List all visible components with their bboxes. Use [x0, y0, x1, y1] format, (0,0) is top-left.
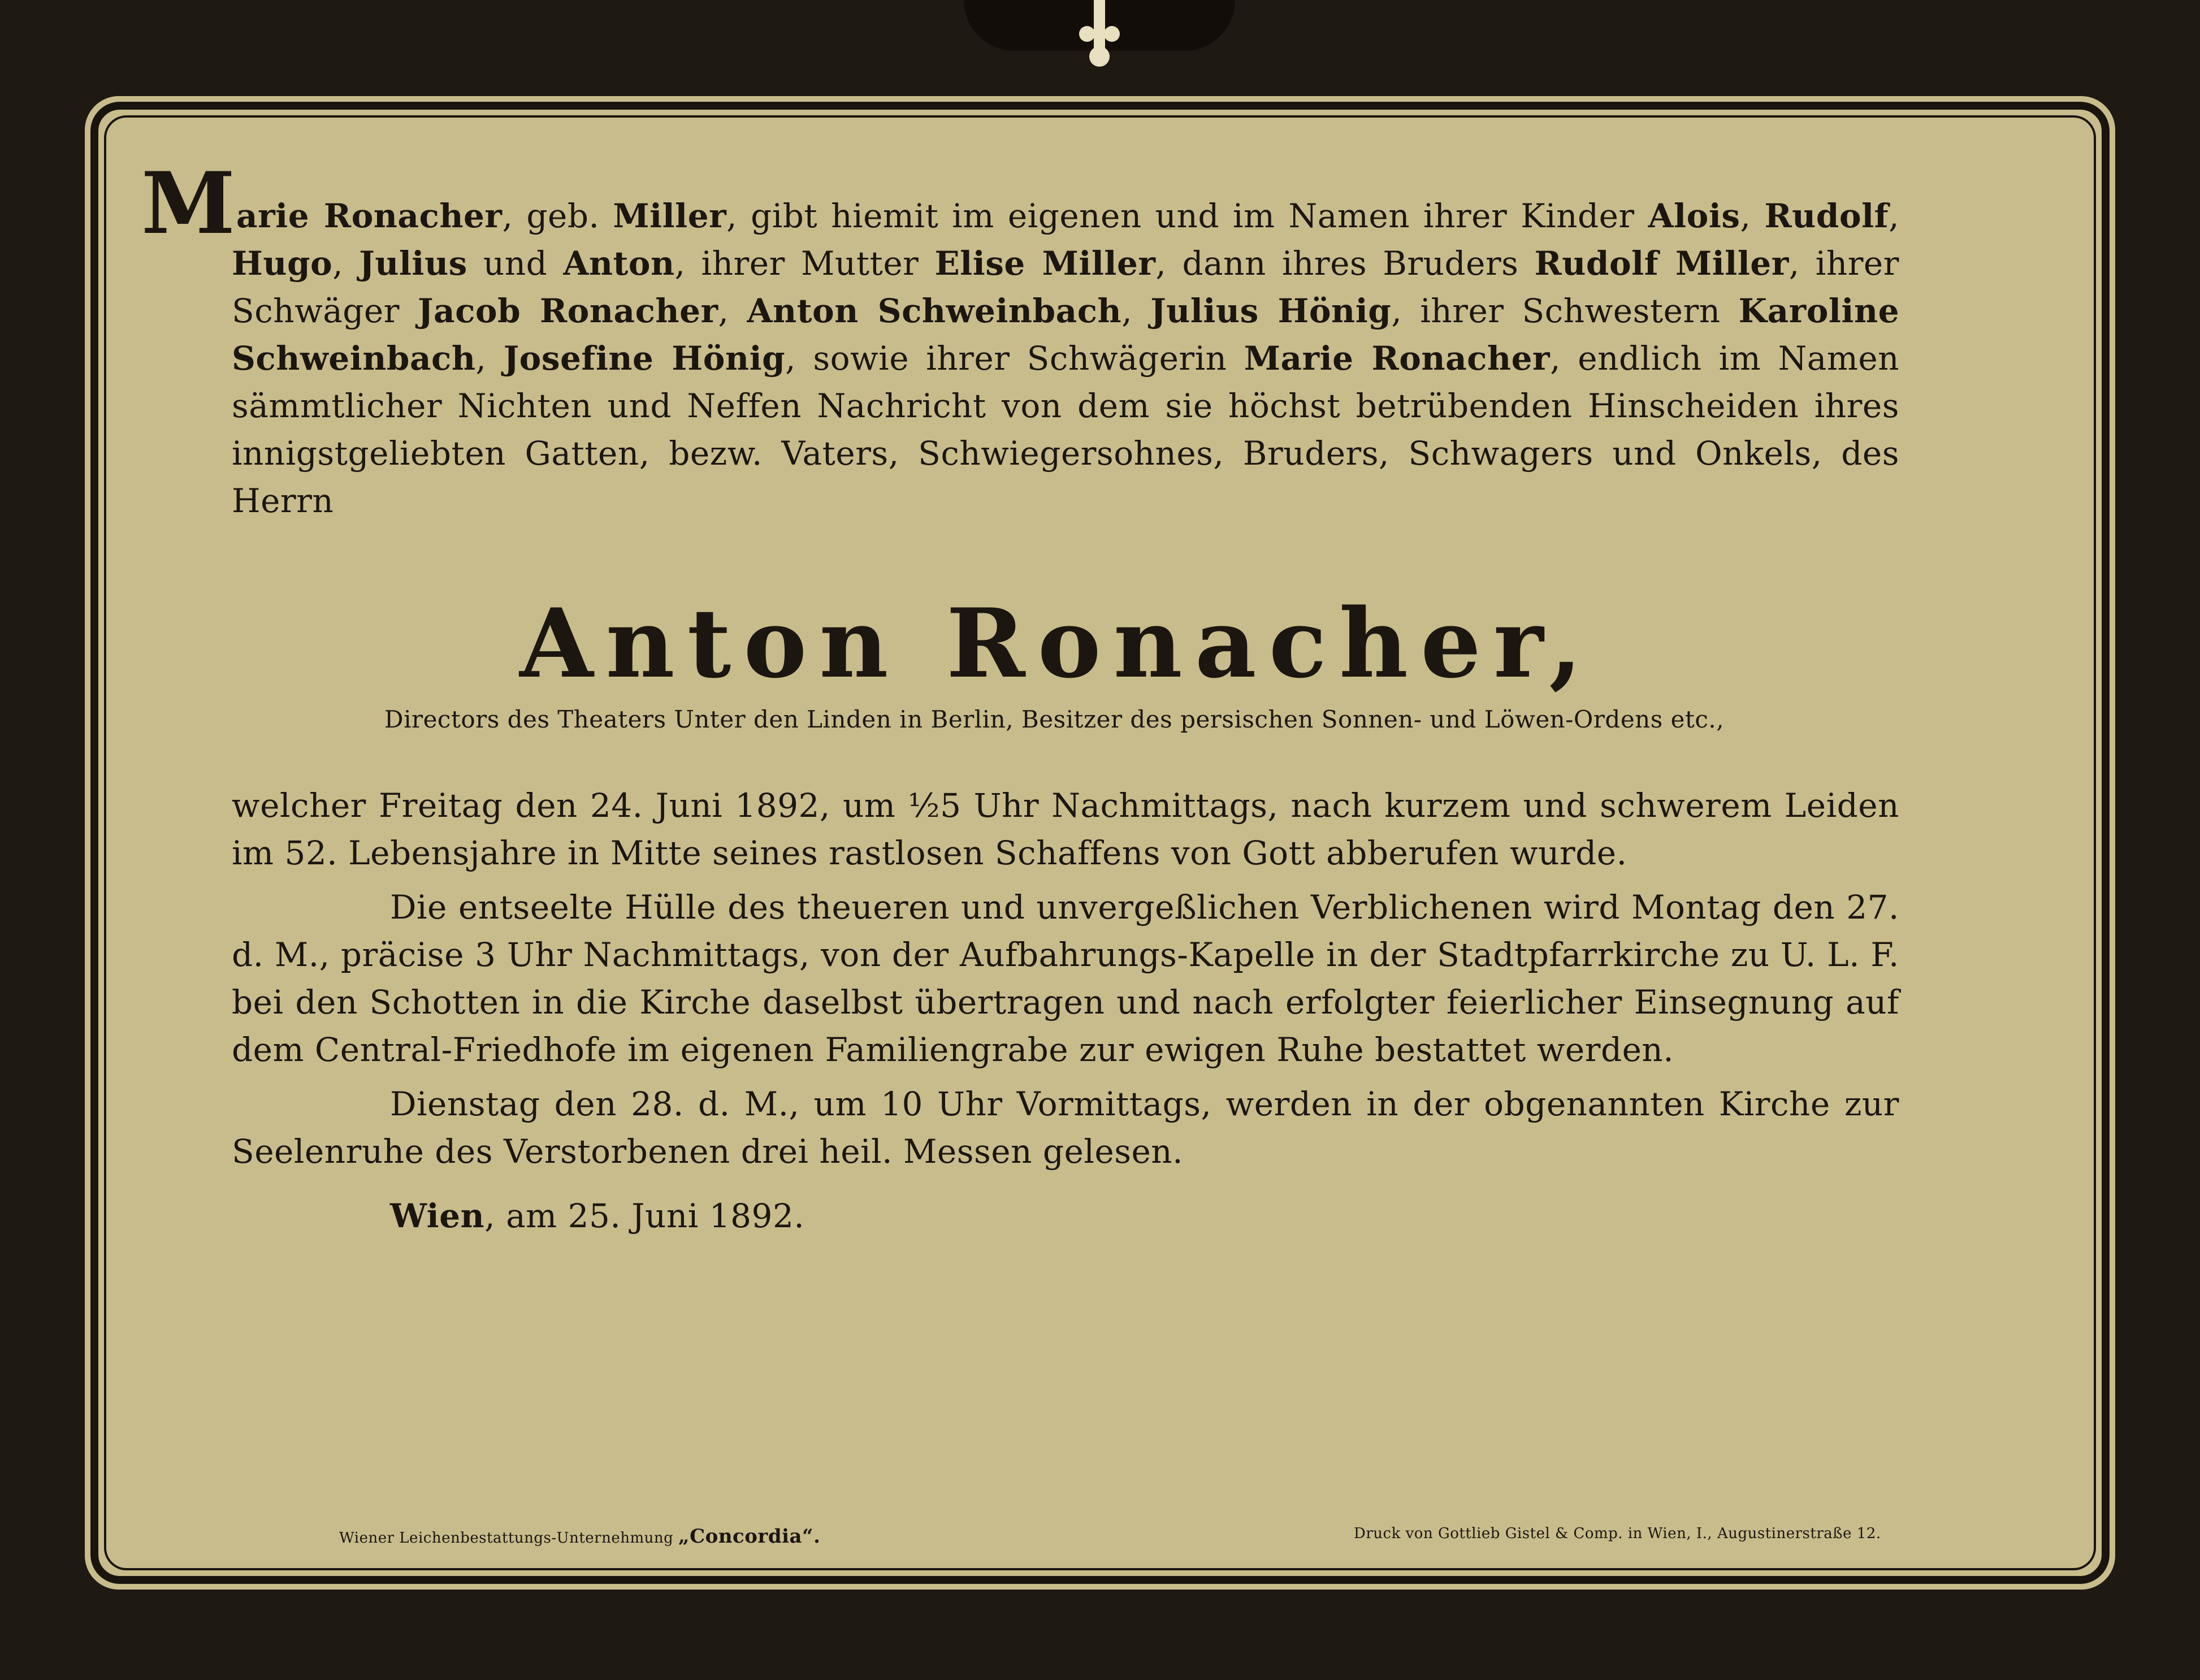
relative-name: Jacob Ronacher — [418, 292, 718, 330]
maiden-name: Miller — [613, 197, 727, 235]
intro-text: , — [1121, 292, 1151, 330]
intro-text: , gibt hiemit im eigenen und im Namen ihrer Kinder — [726, 197, 1648, 235]
widow-name: arie Ronacher — [236, 197, 503, 235]
intro-text: , sowie ihrer Schwägerin — [785, 339, 1244, 378]
child-name: Julius — [359, 244, 467, 283]
relative-name: Josefine Hönig — [503, 339, 786, 378]
funeral-paragraph: Die entseelte Hülle des theueren und unvergeßlichen Verblichenen wird Montag den 27. d. M., präcise 3 Uhr Nachmittags, von der Aufbahrungs-Kapelle in der Stadtpfarrkirche zu U. L. F. bei den Schotten in die Kirche daselbst übertragen und nach erfolgter feierlicher Einsegnung auf dem Central-Friedhofe im eigenen Familiengrabe zur ewigen Ruhe bestattet werden. — [232, 888, 1899, 1069]
deceased-title: Directors des Theaters Unter den Linden in Berlin, Besitzer des persischen Sonnen- und Löwen-Ordens etc., — [384, 705, 1725, 733]
intro-text: und — [467, 244, 564, 283]
drop-initial: M — [141, 154, 237, 253]
intro-text: , ihrer Schwäger — [232, 244, 1899, 330]
child-name: Alois — [1648, 197, 1740, 235]
child-name: Hugo — [232, 244, 333, 283]
intro-text: , — [1740, 197, 1765, 235]
dateline-date: , am 25. Juni 1892. — [484, 1197, 805, 1235]
intro-text: , endlich im Namen sämmtlicher Nichten und Neffen Nachricht von dem sie höchst betrübenden Hinscheiden ihres innigstgeliebten Gatten, bezw. Vaters, Schwiegersohnes, Bruders, Schwagers und Onkels, des Herrn — [232, 339, 1900, 520]
cross-icon — [1071, 0, 1128, 68]
relative-name: Anton Schweinbach — [747, 292, 1122, 330]
intro-text: , — [475, 339, 504, 378]
child-name: Anton — [563, 244, 675, 283]
dateline — [141, 1192, 1899, 1240]
deceased-name: Anton Ronacher, — [519, 587, 1595, 699]
intro-text: , geb. — [502, 197, 613, 235]
imprint-text: Wiener Leichenbestattungs-Unternehmung — [339, 1530, 679, 1547]
intro-paragraph — [141, 154, 1900, 525]
relative-name: Elise Miller — [934, 244, 1156, 283]
intro-text: , — [332, 244, 360, 283]
intro-text: , — [1889, 197, 1900, 235]
relative-name: Rudolf Miller — [1534, 244, 1789, 283]
intro-text: , ihrer Mutter — [674, 244, 935, 283]
relative-name: Julius Hönig — [1150, 292, 1392, 330]
relative-name: Marie Ronacher — [1244, 339, 1551, 378]
relative-name: Karoline Schweinbach — [232, 292, 1900, 378]
intro-text: , dann ihres Bruders — [1155, 244, 1535, 283]
mass-paragraph: Dienstag den 28. d. M., um 10 Uhr Vormittags, werden in der obgenannten Kirche zur Seelenruhe des Verstorbenen drei heil. Messen gelesen. — [232, 1085, 1899, 1171]
funeral-company-imprint — [339, 1525, 820, 1548]
child-name: Rudolf — [1764, 197, 1889, 235]
intro-text: , — [718, 292, 747, 330]
imprint-brand: „Concordia“. — [678, 1525, 821, 1548]
printer-imprint: Druck von Gottlieb Gistel & Comp. in Wien, I., Augustinerstraße 12. — [1354, 1525, 1881, 1542]
death-paragraph: welcher Freitag den 24. Juni 1892, um ½5 Uhr Nachmittags, nach kurzem und schwerem Leiden im 52. Lebensjahre in Mitte seines rastlosen Schaffens von Gott abberufen wurde. — [232, 786, 1899, 872]
dateline-place: Wien — [390, 1197, 485, 1235]
intro-text: , ihrer Schwestern — [1391, 292, 1739, 330]
notice-text — [141, 154, 1900, 1240]
